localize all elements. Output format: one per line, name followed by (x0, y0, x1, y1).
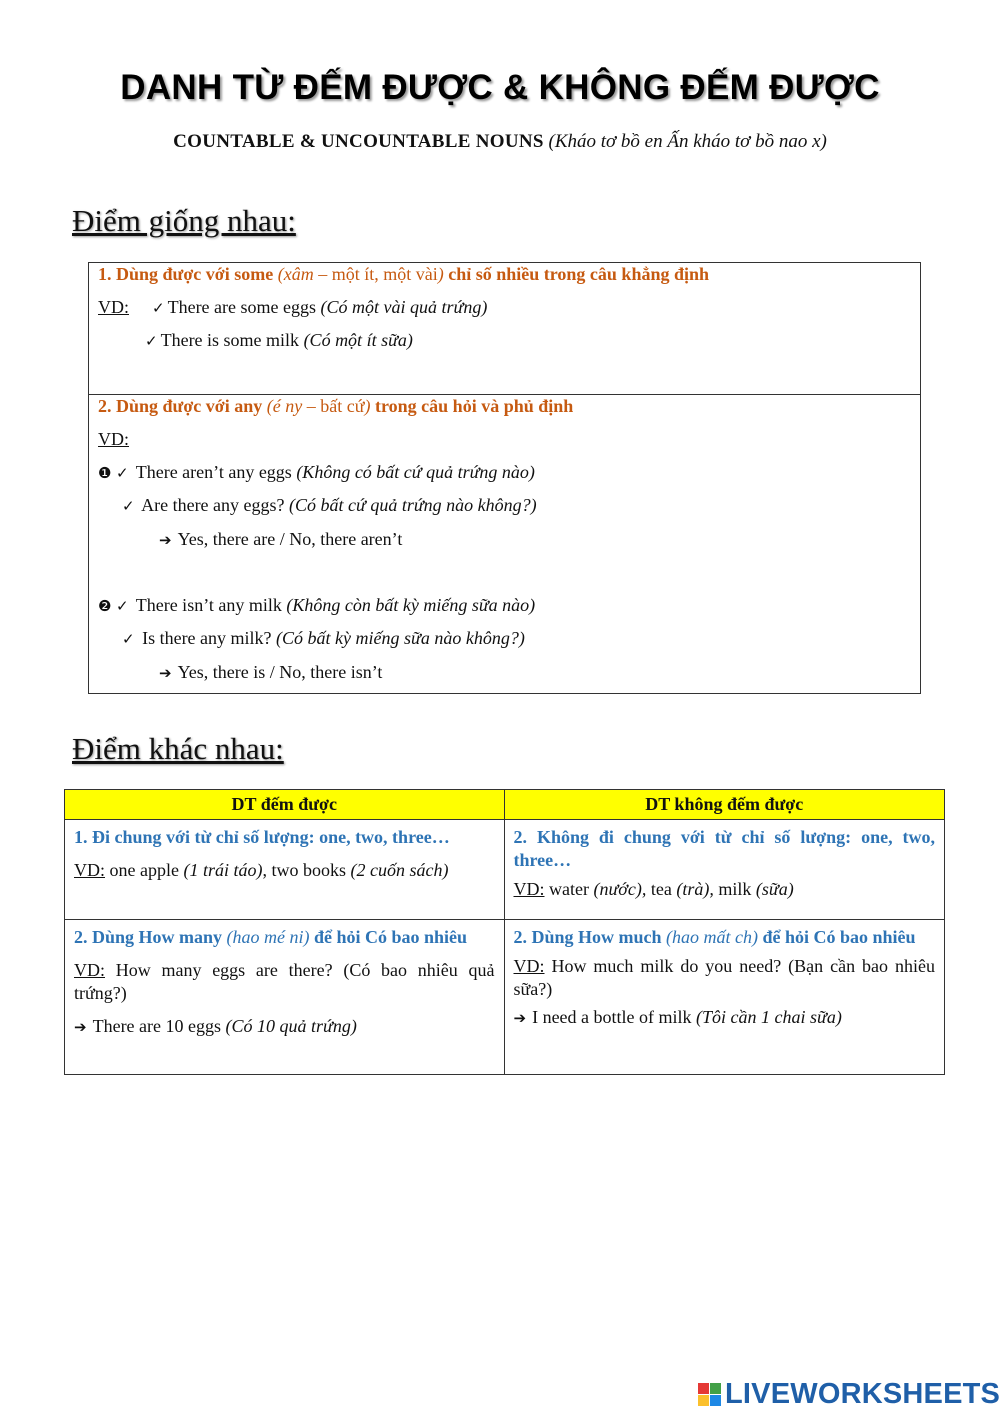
arrow-right-icon: ➔ (74, 1018, 87, 1036)
countable-rule-2: 2. Dùng How many (hao mé ni) để hỏi Có bao nhiêu (74, 927, 468, 947)
arrow-right-icon: ➔ (513, 1009, 527, 1027)
rule-some-cell (89, 263, 920, 394)
similar-heading: Điểm giống nhau: (72, 203, 296, 238)
rule-some-title: 1. Dùng được với some (xâm – một ít, một vài) chỉ số nhiều trong câu khẳng định (98, 264, 709, 284)
table-row (65, 920, 945, 1075)
countable-howmany-cell (65, 920, 505, 1075)
rule-some-example-1: VD: ✓ There are some eggs (Có một vài quả trứng) (98, 297, 488, 317)
uncountable-rule-1: 2. Không đi chung với từ chỉ số lượng: one, two, three… (513, 827, 935, 870)
number-one-icon: ❶ (98, 464, 112, 482)
uncountable-rule-2: 2. Dùng How much (hao mất ch) để hỏi Có bao nhiêu (513, 927, 916, 947)
check-icon: ✓ (145, 332, 158, 350)
rule-any-answer-1: ➔ Yes, there are / No, there aren’t (159, 529, 403, 549)
rule-any-example-4: ✓ Is there any milk? (Có bất kỳ miếng sữa nào không?) (122, 628, 525, 648)
check-icon: ✓ (152, 299, 165, 317)
rule-any-example-1: ❶ ✓ There aren’t any eggs (Không có bất cứ quả trứng nào) (98, 462, 535, 482)
check-icon: ✓ (122, 497, 135, 515)
rule-any-example-3: ❷ ✓ There isn’t any milk (Không còn bất kỳ miếng sữa nào) (98, 595, 536, 615)
rule-any-vd (98, 429, 129, 450)
subtitle-english: COUNTABLE & UNCOUNTABLE NOUNS (173, 131, 544, 152)
arrow-right-icon: ➔ (159, 531, 172, 549)
brand-name: LIVEWORKSHEETS (725, 1377, 1000, 1410)
rule-any-cell (89, 394, 920, 693)
uncountable-quantity-cell (504, 820, 945, 920)
table-row (65, 820, 945, 920)
liveworksheets-logo (698, 1377, 1000, 1411)
page-subtitle (0, 131, 1000, 153)
check-icon: ✓ (115, 597, 129, 615)
check-icon: ✓ (122, 630, 135, 648)
subtitle-pronunciation: (Kháo tơ bồ en Ấn kháo tơ bồ nao x) (548, 131, 827, 152)
rule-any-example-2: ✓ Are there any eggs? (Có bất cứ quả trứng nào không?) (122, 495, 537, 515)
rule-any-answer-2: ➔ Yes, there is / No, there isn’t (159, 662, 383, 682)
countable-rule-1: 1. Đi chung với từ chỉ số lượng: one, two, three… (74, 827, 450, 847)
vd-label: VD: (98, 297, 129, 317)
different-heading: Điểm khác nhau: (72, 731, 284, 766)
uncountable-howmuch-cell (504, 920, 945, 1075)
countable-example-1: VD: one apple (1 trái táo), two books (2 cuốn sách) (74, 860, 449, 880)
table-header-row (65, 790, 945, 820)
similar-box (88, 262, 921, 694)
header-uncountable: DT không đếm được (504, 790, 945, 820)
arrow-right-icon: ➔ (159, 664, 172, 682)
differences-table (64, 789, 945, 1075)
uncountable-example-1: VD: water (nước), tea (trà), milk (sữa) (513, 879, 794, 899)
uncountable-answer-2: ➔ I need a bottle of milk (Tôi cần 1 chai sữa) (513, 1007, 842, 1027)
uncountable-example-2: VD: How much milk do you need? (Bạn cần bao nhiêu sữa?) (513, 956, 935, 999)
countable-answer-2: ➔ There are 10 eggs (Có 10 quả trứng) (74, 1016, 357, 1036)
header-countable: DT đếm được (65, 790, 505, 820)
countable-quantity-cell (65, 820, 505, 920)
page-title: DANH TỪ ĐẾM ĐƯỢC & KHÔNG ĐẾM ĐƯỢC (120, 68, 880, 107)
logo-icon (698, 1383, 721, 1406)
check-icon: ✓ (115, 464, 129, 482)
rule-any-title: 2. Dùng được với any (é ny – bất cứ) trong câu hỏi và phủ định (98, 396, 574, 416)
number-two-icon: ❷ (98, 597, 112, 615)
rule-some-example-2: ✓ There is some milk (Có một ít sữa) (145, 330, 413, 350)
countable-example-2: VD: How many eggs are there? (Có bao nhiêu quả trứng?) (74, 960, 495, 1003)
vd-label: VD: (98, 429, 129, 449)
